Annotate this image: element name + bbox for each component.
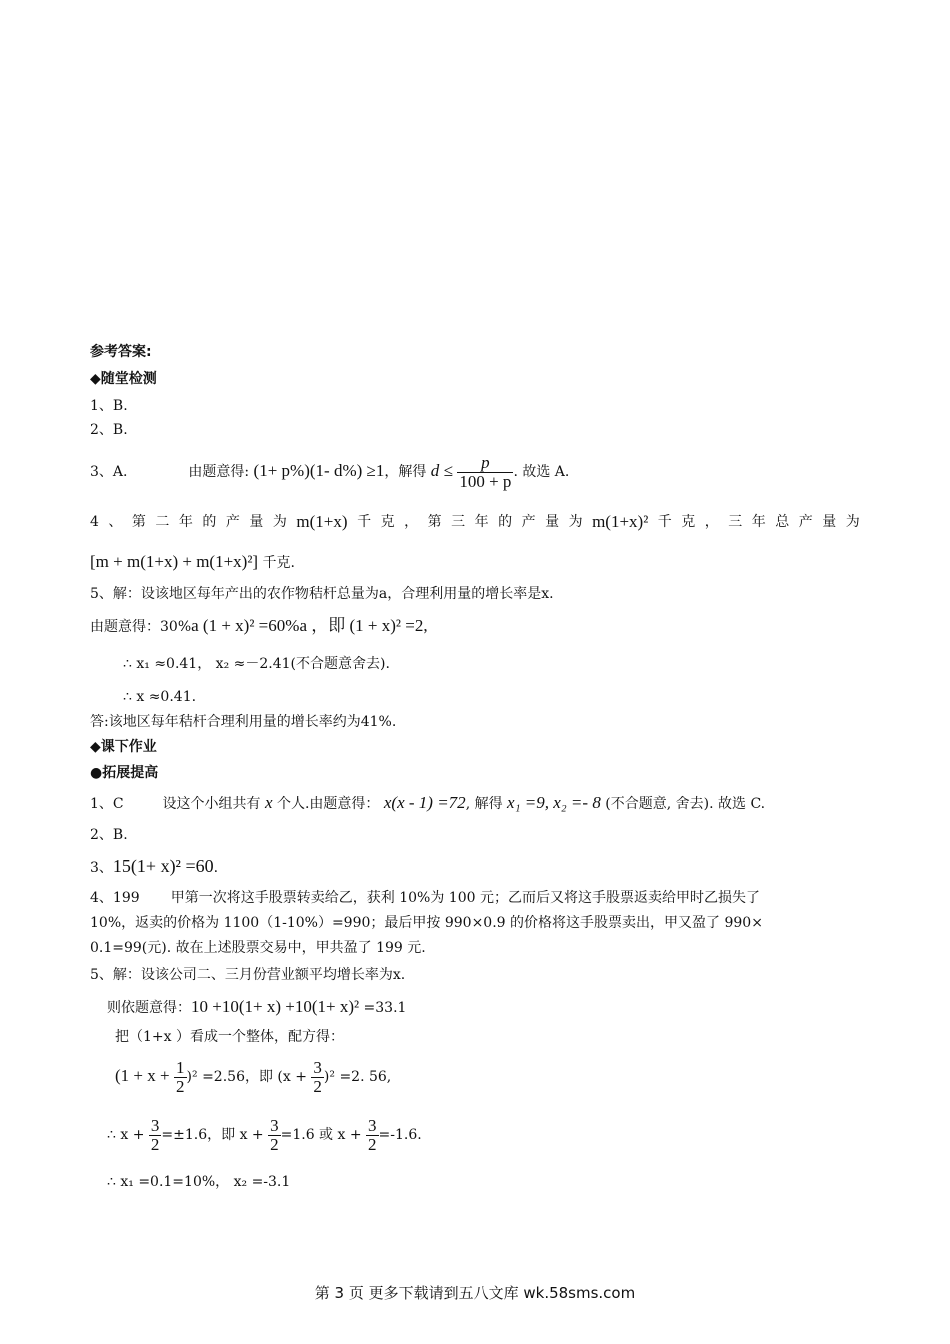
answer-4-word: ， [404, 514, 419, 530]
extension-5-line5c: =1.6 或 x + [280, 1127, 362, 1143]
answer-5-conclusion: 答:该地区每年秸杆合理利用量的增长率约为41%. [90, 714, 397, 730]
fraction-a-num: 3 [150, 1115, 160, 1135]
extension-5-line4b: )² =2.56，即 (x + [186, 1069, 307, 1085]
extension-1-roots: x₁ =9, x₂ =- 8 [507, 793, 601, 812]
section-homework: ◆课下作业 [90, 739, 157, 755]
extension-3-equation: 15(1+ x)² =60 [112, 856, 214, 876]
extension-5-line2a: 则依题意得： [107, 1000, 191, 1016]
extension-5-line5 [107, 1113, 422, 1157]
extension-4-line2: 10%，返卖的价格为 1100（1-10%）=990；最后甲按 990×0.9 的价格将这手股票卖出，甲又盈了 990× [90, 915, 763, 931]
extension-5-line5b: =±1.6，即 x + [161, 1127, 264, 1143]
answer-4-word: 年 [178, 514, 193, 530]
answer-4-word: 产 [798, 514, 813, 530]
answer-4-line1 [90, 512, 860, 532]
extension-1-x: x [264, 793, 273, 812]
answer-5-line3: ∴ x₁ ≈0.41， x₂ ≈－2.41(不合题意舍去). [123, 656, 390, 672]
extension-1-text2: 个人.由题意得： [276, 796, 380, 812]
extension-1-text1: 设这个小组共有 [162, 796, 261, 812]
answer-5-line2c: a ，即 (1 + x)² =2, [299, 616, 428, 635]
answer-4-word: 克 [681, 514, 696, 530]
extension-5-line2c: =33.1 [363, 1000, 407, 1016]
answer-4-line2 [90, 552, 295, 573]
answer-4-word: 量 [249, 514, 264, 530]
fraction-c-num: 3 [368, 1115, 377, 1135]
page-footer: 第 3 页 更多下载请到五八文库 wk.58sms.com [314, 1284, 636, 1302]
answer-4-word: 千 [657, 514, 672, 530]
answer-3-text2: ，解得 [384, 464, 427, 480]
answer-4-word: 的 [498, 514, 513, 530]
extension-5-line2 [107, 997, 406, 1018]
answer-3-text1: 由题意得: [188, 464, 250, 480]
answer-5-line2 [90, 616, 428, 637]
fraction-b-den: 2 [270, 1134, 279, 1154]
answer-4-word: 二 [155, 514, 170, 530]
answer-3-inequality: (1+ p%)(1- d%) ≥1 [253, 461, 385, 480]
fraction-one-half [174, 1059, 187, 1096]
answers-heading: 参考答案: [90, 344, 152, 360]
answer-4-word: 三 [451, 514, 466, 530]
answer-4-word: ， [704, 514, 719, 530]
answer-3-prefix: 3、A. [90, 464, 128, 480]
extension-1-equation: x(x - 1) =72 [383, 793, 466, 812]
answer-4-word: 、 [108, 514, 123, 530]
fraction-one-half-den: 2 [176, 1076, 185, 1096]
extension-5-line3: 把（1+x ）看成一个整体，配方得： [115, 1029, 344, 1045]
fraction-one-half-num: 1 [176, 1057, 185, 1077]
extension-5-line6: ∴ x₁ =0.1=10%， x₂ =-3.1 [107, 1174, 291, 1190]
extension-1 [90, 793, 765, 814]
answer-4-word: m(1+x) [296, 512, 348, 531]
answer-4-word: 的 [202, 514, 217, 530]
answer-4-word: 年 [751, 514, 766, 530]
fraction-three-halves-a [149, 1117, 162, 1154]
answer-4-word: 产 [521, 514, 536, 530]
extension-5-line4a: (1 + x + [115, 1066, 170, 1085]
answer-4-unit: 千克. [262, 555, 295, 571]
fraction-b-num: 3 [270, 1115, 279, 1135]
fraction-three-halves [311, 1059, 324, 1096]
answer-4-word: 为 [845, 514, 860, 530]
extension-5-line1: 5、解：设该公司二、三月份营业额平均增长率为x. [90, 967, 406, 983]
extension-5-equation: 10 +10(1+ x) +10(1+ x)² [191, 997, 360, 1016]
fraction-c-den: 2 [368, 1134, 377, 1154]
fraction-three-halves-num: 3 [313, 1057, 322, 1077]
extension-2: 2、B. [90, 827, 128, 843]
answer-4-word: 第 [131, 514, 146, 530]
fraction-three-halves-den: 2 [313, 1076, 322, 1096]
extension-5-line5d: =-1.6. [378, 1127, 422, 1143]
answer-4-total-expression: [m + m(1+x) + m(1+x)²] [90, 552, 259, 571]
answer-3-fraction [457, 454, 513, 491]
answer-4-word: 第 [427, 514, 442, 530]
fraction-three-halves-c [366, 1117, 379, 1154]
answer-4-word: 为 [568, 514, 583, 530]
extension-5-line4 [115, 1054, 391, 1099]
answer-4-word: 总 [775, 514, 790, 530]
extension-4-line3: 0.1=99(元). 故在上述股票交易中，甲共盈了 199 元. [90, 940, 426, 956]
extension-1-text3: , 解得 [465, 796, 503, 812]
section-in-class-check: ◆随堂检测 [90, 371, 157, 387]
extension-1-prefix: 1、C [90, 796, 124, 812]
extension-3 [90, 856, 218, 878]
answer-4-word: 三 [728, 514, 743, 530]
answer-4-word: 量 [545, 514, 560, 530]
extension-3-prefix: 3、 [90, 860, 113, 876]
answer-3-d: d ≤ [430, 461, 453, 480]
answer-3-text3: . 故选 A. [513, 464, 570, 480]
extension-4-line1: 4、199 甲第一次将这手股票转卖给乙，获利 10%为 100 元；乙而后又将这手股票返卖给甲时乙损失了 [90, 890, 760, 906]
answer-4-word: 为 [272, 514, 287, 530]
extension-5-line4c: )² =2. 56, [323, 1069, 392, 1085]
answer-4-word: 4 [90, 514, 99, 530]
answer-4-word: 克 [380, 514, 395, 530]
fraction-a-den: 2 [150, 1134, 160, 1154]
section-extension: ●拓展提高 [90, 765, 159, 781]
answer-5-line4: ∴ x ≈0.41. [123, 689, 197, 705]
extension-5-line5a: ∴ x + [107, 1127, 145, 1143]
answer-3-denominator: 100 + p [459, 471, 512, 491]
answer-2: 2、B. [90, 422, 128, 438]
answer-3 [90, 452, 569, 491]
answer-5-line2b: a (1 + x)² =60% [191, 616, 300, 635]
extension-1-text4: (不合题意, 舍去). 故选 C. [605, 796, 766, 812]
answer-4-word: 产 [225, 514, 240, 530]
answer-5-line2a: 由题意得：30% [90, 619, 192, 635]
answer-4-word: 年 [474, 514, 489, 530]
answer-4-word: m(1+x)² [592, 512, 649, 531]
fraction-three-halves-b [268, 1117, 281, 1154]
extension-3-tail: . [213, 860, 219, 876]
answer-3-numerator: p [457, 454, 513, 473]
answer-1: 1、B. [90, 398, 128, 414]
answer-4-word: 千 [357, 514, 372, 530]
answer-4-word: 量 [822, 514, 837, 530]
answer-5-line1: 5、解：设该地区每年产出的农作物秸杆总量为a，合理利用量的增长率是x. [90, 586, 554, 602]
